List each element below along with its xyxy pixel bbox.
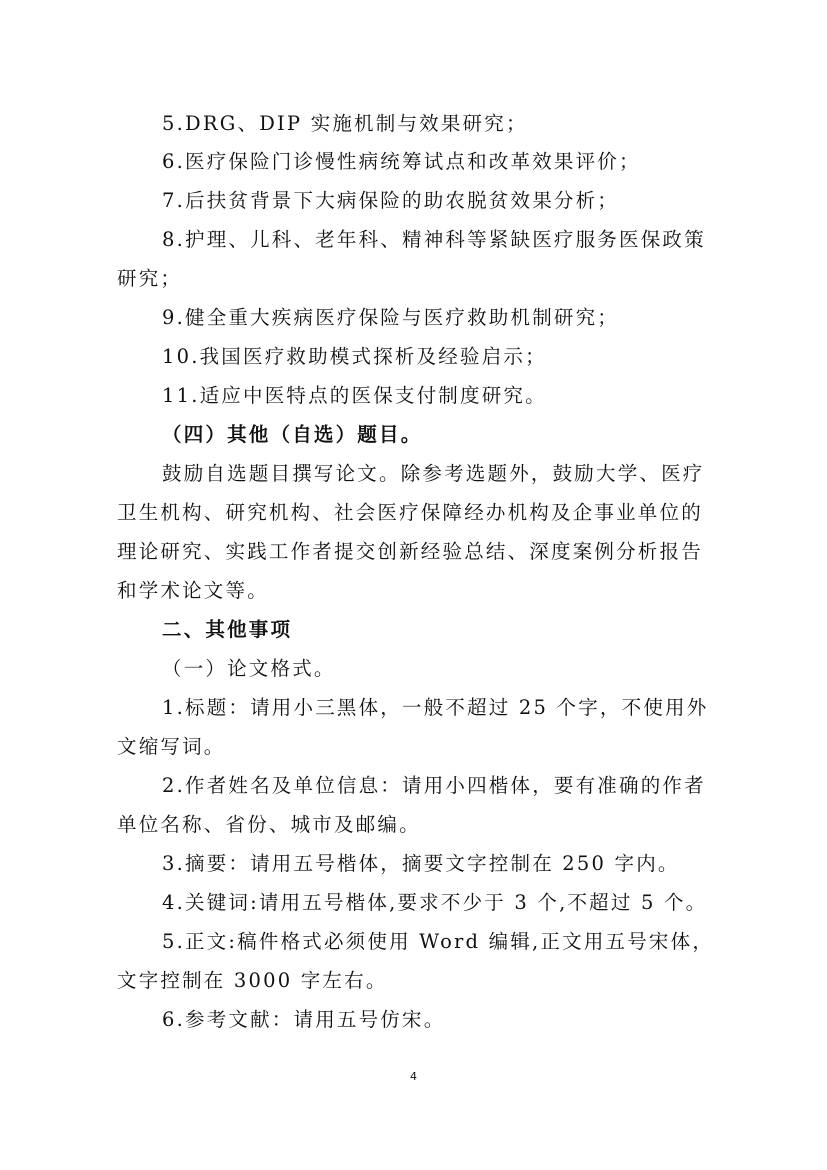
paragraph-line: 鼓励自选题目撰写论文。除参考选题外，鼓励大学、医疗 <box>162 462 705 485</box>
format-item-5-cont: 文字控制在 3000 字左右。 <box>117 969 388 992</box>
format-item-3: 3.摘要：请用五号楷体，摘要文字控制在 250 字内。 <box>162 852 680 875</box>
topic-8: 8.护理、儿科、老年科、精神科等紧缺医疗服务医保政策 <box>162 228 706 251</box>
section-heading-4: （四）其他（自选）题目。 <box>162 423 423 446</box>
topic-10: 10.我国医疗救助模式探析及经验启示； <box>162 345 547 368</box>
topic-9: 9.健全重大疾病医疗保险与医疗救助机制研究； <box>162 306 620 329</box>
paragraph-line: 理论研究、实践工作者提交创新经验总结、深度案例分析报告 <box>117 540 703 563</box>
topic-7: 7.后扶贫背景下大病保险的助农脱贫效果分析； <box>162 189 620 212</box>
topic-6: 6.医疗保险门诊慢性病统筹试点和改革效果评价； <box>162 150 641 173</box>
paragraph-line: 和学术论文等。 <box>117 579 269 602</box>
topic-5: 5.DRG、DIP 实施机制与效果研究； <box>162 112 528 135</box>
format-item-1: 1.标题：请用小三黑体，一般不超过 25 个字，不使用外 <box>162 696 709 719</box>
page-number: 4 <box>410 1070 417 1083</box>
paragraph-line: 卫生机构、研究机构、社会医疗保障经办机构及企事业单位的 <box>117 501 703 524</box>
format-item-6: 6.参考文献：请用五号仿宋。 <box>162 1008 446 1031</box>
format-item-4: 4.关键词:请用五号楷体,要求不少于 3 个,不超过 5 个。 <box>162 891 708 914</box>
format-item-2: 2.作者姓名及单位信息：请用小四楷体，要有准确的作者 <box>162 774 706 797</box>
topic-8-cont: 研究； <box>117 267 183 290</box>
subsection-heading: （一）论文格式。 <box>162 657 336 680</box>
section-heading-2: 二、其他事项 <box>162 618 293 641</box>
format-item-1-cont: 文缩写词。 <box>117 735 226 758</box>
format-item-2-cont: 单位名称、省份、城市及邮编。 <box>117 813 421 836</box>
format-item-5: 5.正文:稿件格式必须使用 Word 编辑,正文用五号宋体， <box>162 930 715 953</box>
topic-11: 11.适应中医特点的医保支付制度研究。 <box>162 384 547 407</box>
